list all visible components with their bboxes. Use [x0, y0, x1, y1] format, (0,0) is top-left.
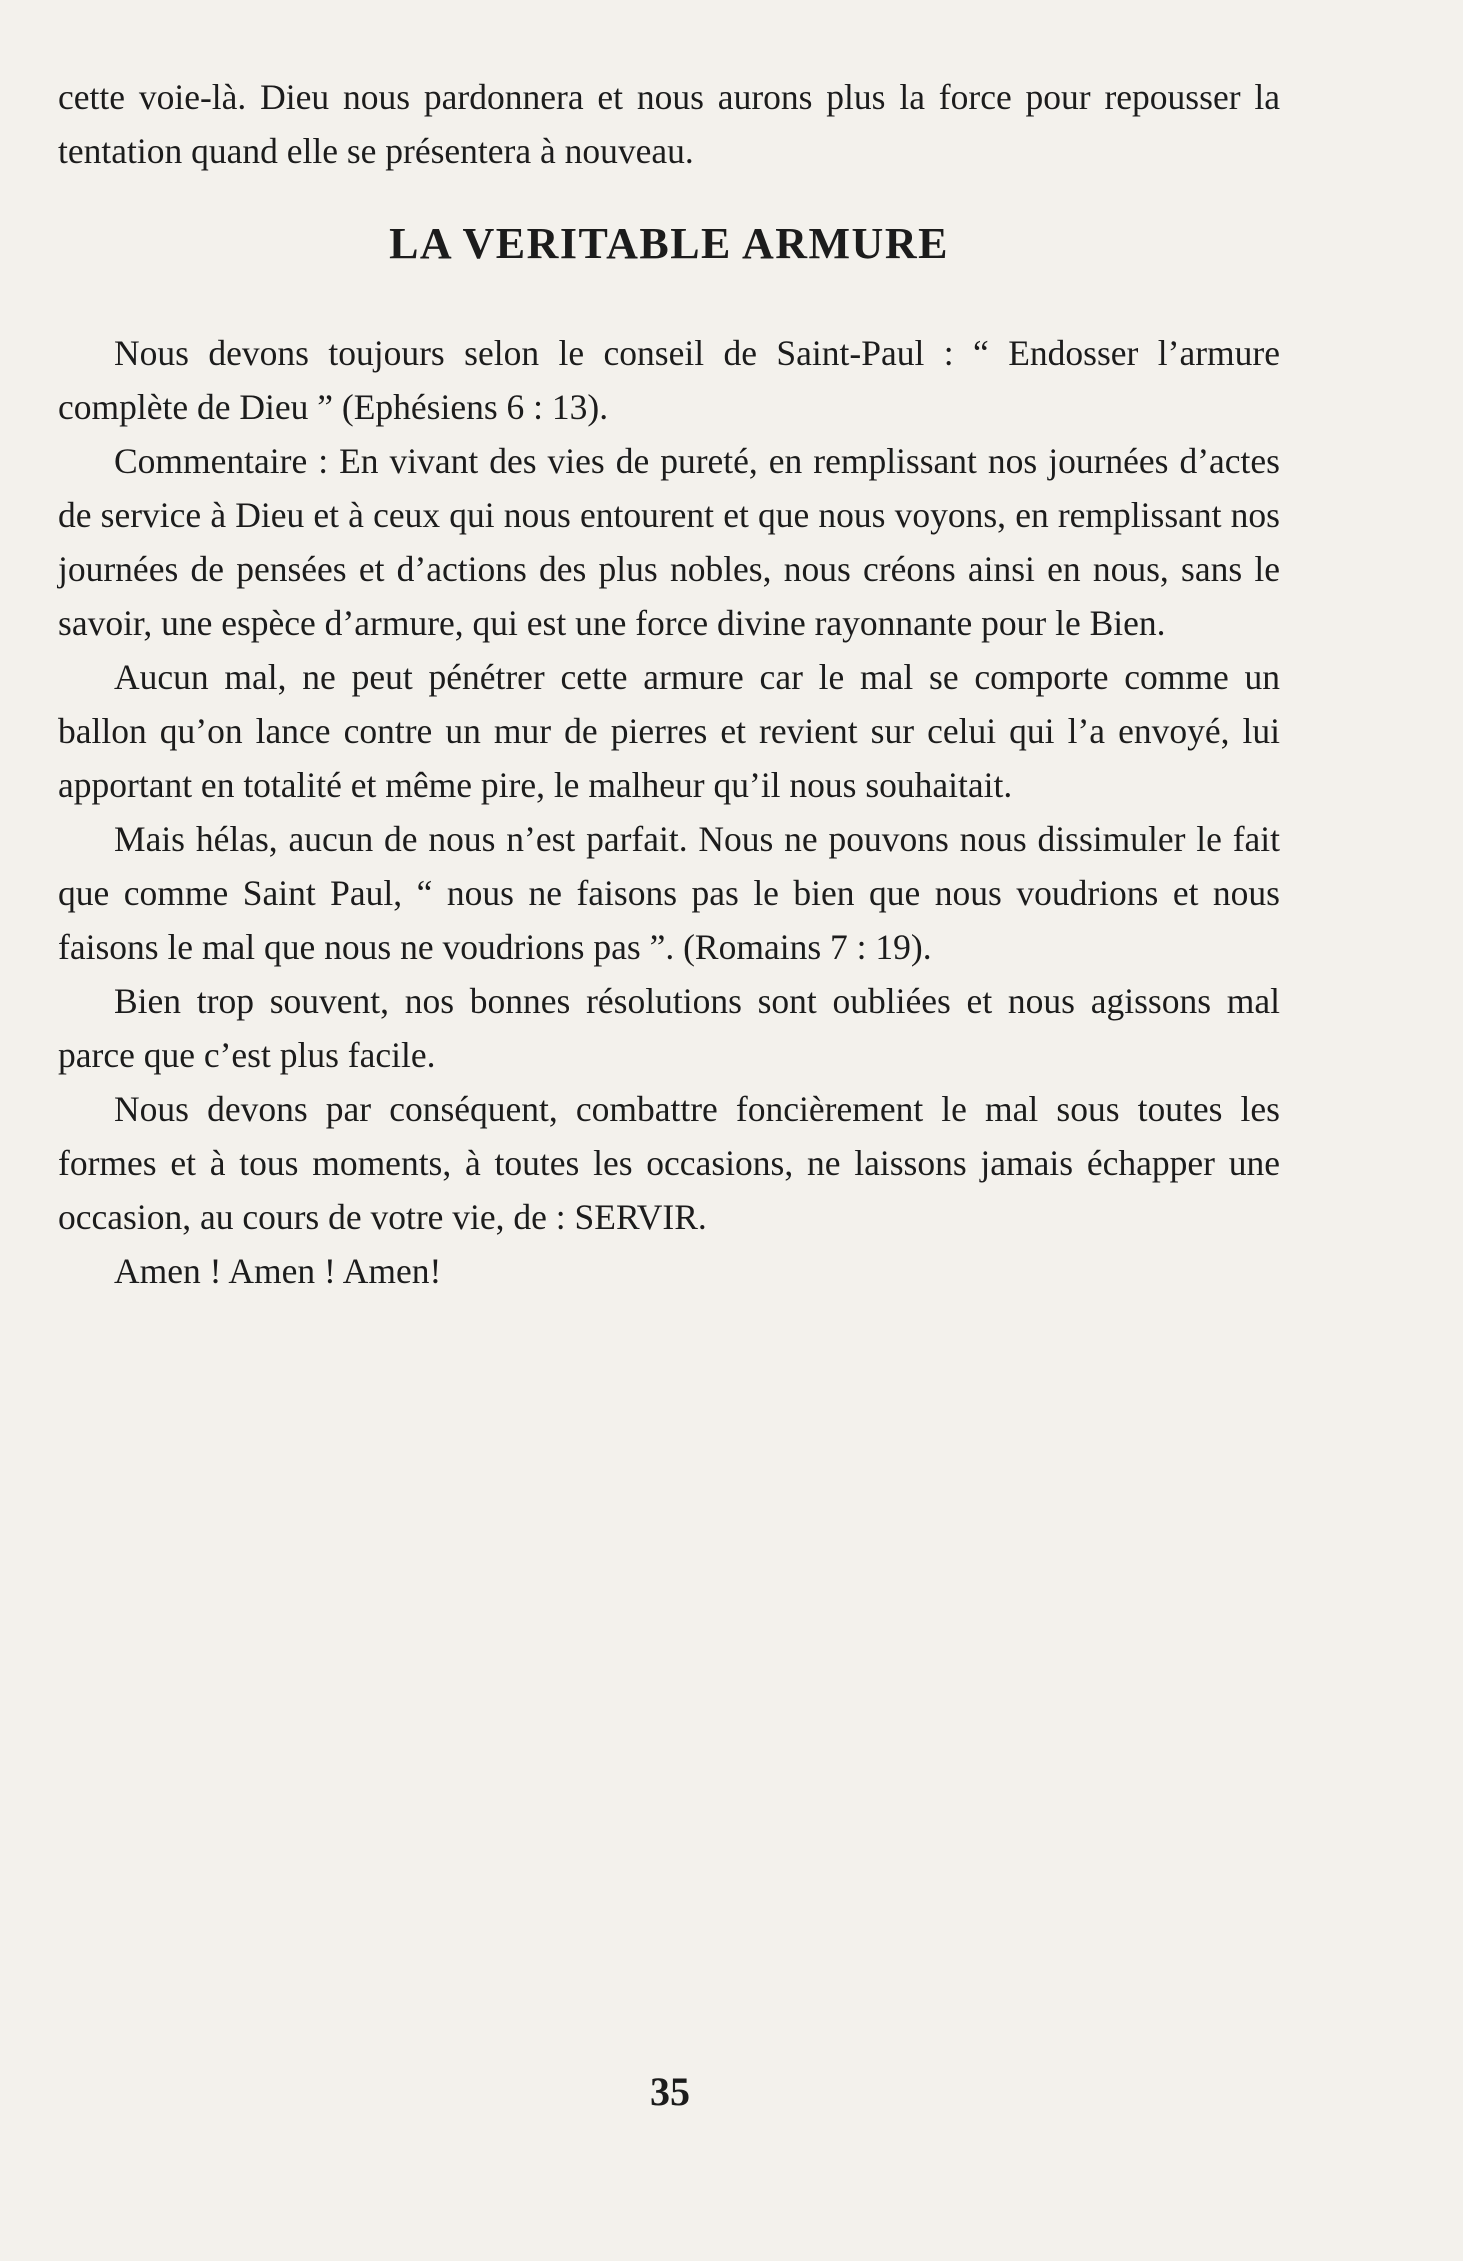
page-number: 35 — [650, 2069, 690, 2114]
paragraph-mais-helas: Mais hélas, aucun de nous n’est parfait. Nous ne pouvons nous dissimuler le fait que comme Saint Paul, “ nous ne faisons pas le bien que nous voudrions et nous faisons le mal que nous ne voudrions pas ”. (Romains 7 : 19). — [58, 819, 1280, 967]
paragraph-quote: Nous devons toujours selon le conseil de Saint-Paul : “ Endosser l’armure complète de Dieu ” (Ephésiens 6 : 13). — [58, 333, 1280, 427]
section-heading: LA VERITABLE ARMURE — [389, 219, 949, 268]
intro-paragraph: cette voie-là. Dieu nous pardonnera et nous aurons plus la force pour repousser la tentation quand elle se présentera à nouveau. — [58, 77, 1280, 171]
paragraph-bien-trop-souvent: Bien trop souvent, nos bonnes résolutions sont oubliées et nous agissons mal parce que c’est plus facile. — [58, 981, 1280, 1075]
closing-amen: Amen ! Amen ! Amen! — [114, 1251, 442, 1291]
paragraph-nous-devons: Nous devons par conséquent, combattre foncièrement le mal sous toutes les formes et à tous moments, à toutes les occasions, ne laissons jamais échapper une occasion, au cours de votre vie, de : SERVIR. — [58, 1089, 1280, 1237]
paragraph-commentaire: Commentaire : En vivant des vies de pureté, en remplissant nos journées d’actes de service à Dieu et à ceux qui nous entourent et que nous voyons, en remplissant nos journées de pensées et d’actions des plus nobles, nous créons ainsi en nous, sans le savoir, une espèce d’armure, qui est une force divine rayonnante pour le Bien. — [58, 441, 1280, 643]
paragraph-aucun-mal: Aucun mal, ne peut pénétrer cette armure car le mal se comporte comme un ballon qu’on lance contre un mur de pierres et revient sur celui qui l’a envoyé, lui apportant en totalité et même pire, le malheur qu’il nous souhaitait. — [58, 657, 1280, 805]
page-content — [58, 70, 1280, 1298]
